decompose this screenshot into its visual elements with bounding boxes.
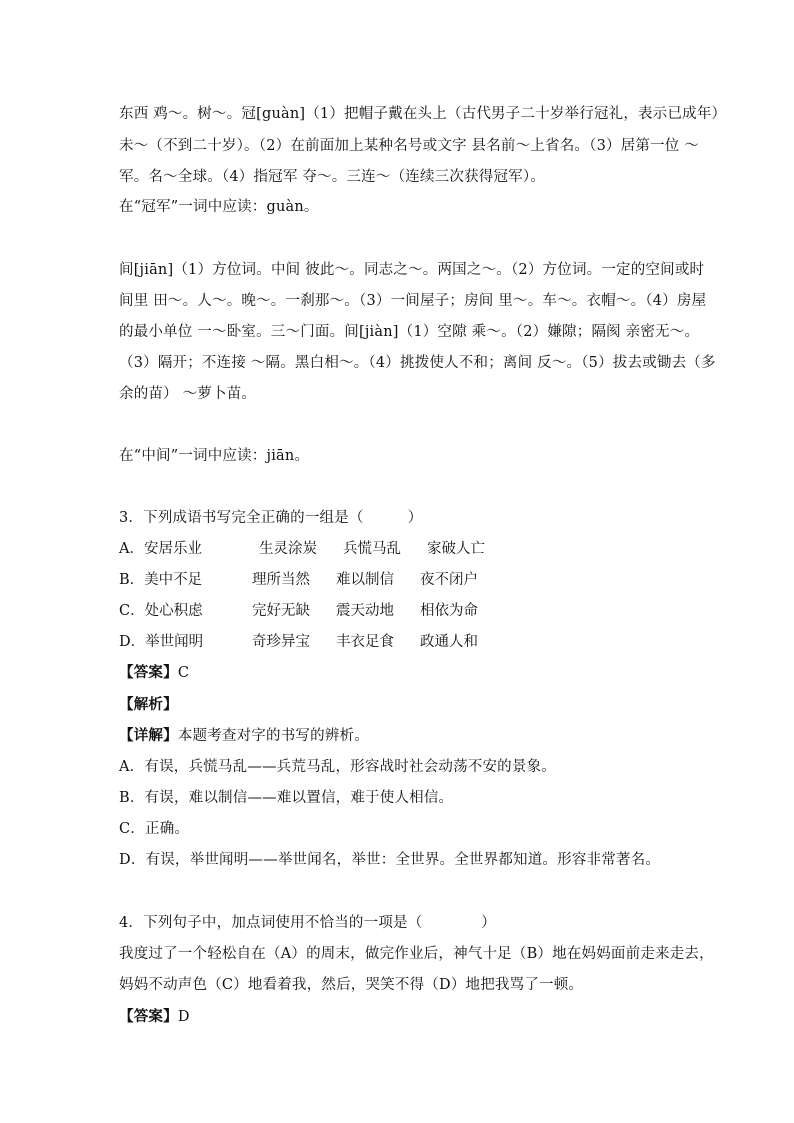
question-3-answer bbox=[119, 663, 189, 683]
option-word: 难以制信 bbox=[336, 572, 394, 588]
detail-text: 本题考查对字的书写的辨析。 bbox=[177, 728, 369, 744]
option-word: 生灵涂炭 bbox=[259, 541, 317, 557]
answer-tag: 【答案】 bbox=[119, 1008, 178, 1025]
option-label: D．举世闻明 bbox=[119, 634, 204, 650]
answer-value: D bbox=[177, 1009, 190, 1025]
jian-entry-line-4: （3）隔开；不连接 ～隔。黑白相～。（4）挑拨使人不和；离间 反～。（5）拔去或锄去（多 bbox=[119, 355, 716, 371]
question-3-detail bbox=[119, 726, 369, 746]
option-word: 震天动地 bbox=[336, 603, 394, 619]
question-4-answer bbox=[119, 1007, 190, 1027]
detail-tag: 【详解】 bbox=[119, 727, 178, 744]
jian-entry-line-1: 间[jiān]（1）方位词。中间 彼此～。同志之～。两国之～。（2）方位词。一定的空间或时 bbox=[119, 262, 705, 278]
question-3-analysis-tag: 【解析】 bbox=[119, 696, 178, 713]
guan-entry-line-1: 东西 鸡～。树～。冠[guàn]（1）把帽子戴在头上（古代男子二十岁举行冠礼，表示已成年） bbox=[119, 106, 727, 122]
option-word: 兵慌马乱 bbox=[343, 541, 401, 557]
option-word: 家破人亡 bbox=[427, 541, 485, 557]
answer-tag: 【答案】 bbox=[119, 664, 178, 681]
option-label: C．处心积虑 bbox=[119, 603, 203, 619]
question-4-body-line-1: 我度过了一个轻松自在（A）的周末，做完作业后，神气十足（B）地在妈妈面前走来走去， bbox=[119, 946, 714, 962]
jian-conclusion: 在“中间”一词中应读：jiān。 bbox=[119, 448, 310, 464]
question-3-explanation-d: D．有误，举世闻明——举世闻名，举世：全世界。全世界都知道。形容非常著名。 bbox=[119, 852, 661, 868]
option-label: B．美中不足 bbox=[119, 572, 203, 588]
jian-entry-line-3: 的最小单位 一～卧室。三～门面。间[jiàn]（1）空隙 乘～。（2）嫌隙；隔阂 亲密无～。 bbox=[119, 324, 700, 340]
option-word: 相依为命 bbox=[420, 603, 478, 619]
guan-entry-line-2: 未～（不到二十岁）。（2）在前面加上某种名号或文字 县名前～上省名。（3）居第一位 ～ bbox=[119, 138, 700, 154]
option-word: 奇珍异宝 bbox=[252, 634, 310, 650]
question-3-explanation-b: B．有误，难以制信——难以置信，难于使人相信。 bbox=[119, 790, 454, 806]
question-4-stem: 4．下列句子中，加点词使用不恰当的一项是（ ） bbox=[119, 915, 496, 931]
jian-entry-line-2: 间里 田～。人～。晚～。一刹那～。（3）一间屋子；房间 里～。车～。衣帽～。（4）房屋 bbox=[119, 293, 707, 309]
question-3-stem: 3．下列成语书写完全正确的一组是（ ） bbox=[119, 510, 423, 526]
jian-entry-line-5: 余的苗） ～萝卜苗。 bbox=[119, 386, 257, 402]
guan-entry-line-3: 军。名～全球。（4）指冠军 夺～。三连～（连续三次获得冠军）。 bbox=[119, 169, 546, 185]
question-3-explanation-a: A．有误，兵慌马乱——兵荒马乱，形容战时社会动荡不安的景象。 bbox=[119, 759, 556, 775]
question-3-explanation-c: C．正确。 bbox=[119, 821, 190, 837]
option-label: A．安居乐业 bbox=[119, 541, 202, 557]
option-word: 理所当然 bbox=[252, 572, 310, 588]
answer-value: C bbox=[177, 665, 190, 681]
question-4-body-line-2: 妈妈不动声色（C）地看着我，然后，哭笑不得（D）地把我骂了一顿。 bbox=[119, 977, 584, 993]
option-word: 完好无缺 bbox=[252, 603, 310, 619]
option-word: 夜不闭户 bbox=[420, 572, 478, 588]
guan-conclusion: 在“冠军”一词中应读：guàn。 bbox=[119, 199, 319, 215]
option-word: 丰衣足食 bbox=[336, 634, 394, 650]
option-word: 政通人和 bbox=[420, 634, 478, 650]
